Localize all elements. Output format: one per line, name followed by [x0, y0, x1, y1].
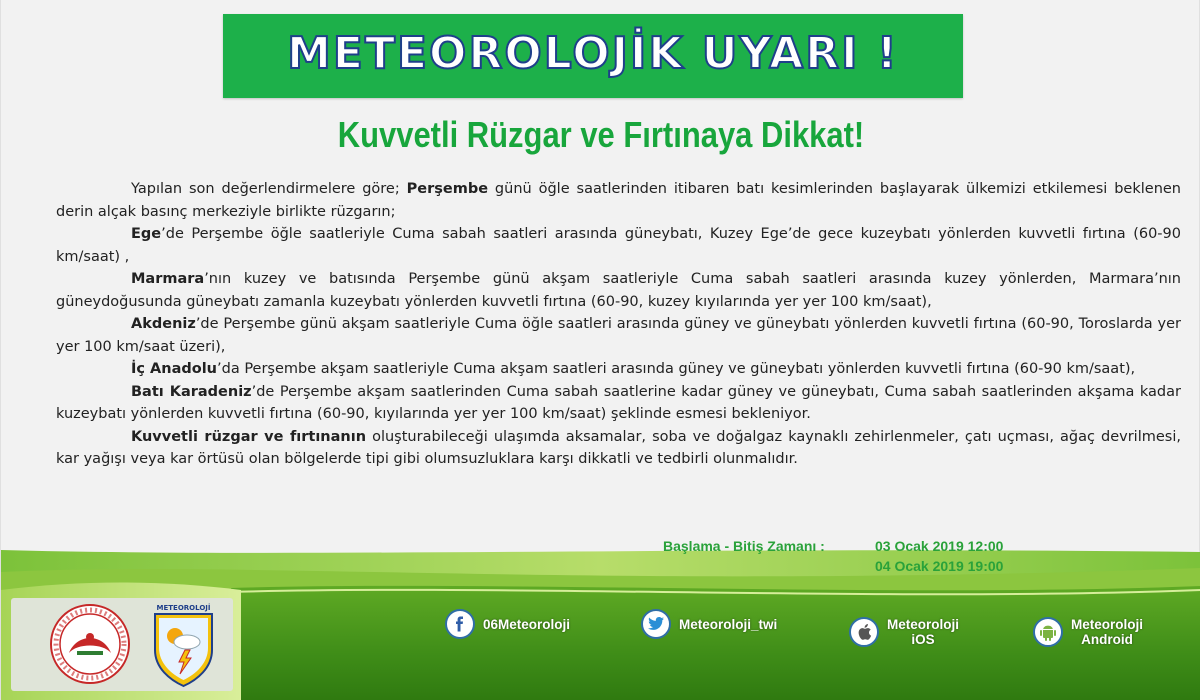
meteoroloji-logo [151, 600, 216, 688]
ios-label-line2: iOS [911, 632, 935, 647]
android-label-line2: Android [1081, 632, 1133, 647]
region-label: Batı Karadeniz [131, 383, 252, 400]
region-text: ’de Perşembe öğle saatleriyle Cuma sabah saatleri arasında güneybatı, Kuzey Ege’de gece kuzeybatı yönlerden kuvvetli fırtına (60-90 km/saat) , [56, 226, 1181, 265]
timing-label: Başlama - Bitiş Zamanı : [663, 538, 825, 554]
region-label: Ege [131, 226, 162, 242]
android-app-link[interactable] [1033, 612, 1143, 652]
twitter-label: Meteoroloji_twi [679, 616, 778, 632]
ministry-emblem [49, 603, 131, 685]
twitter-icon [641, 609, 671, 639]
paragraph-akdeniz [56, 313, 1181, 358]
paragraph-warning [56, 426, 1181, 471]
timing-end: 04 Ocak 2019 19:00 [875, 558, 1004, 574]
twitter-link[interactable] [641, 604, 777, 644]
timing-start: 03 Ocak 2019 12:00 [875, 538, 1004, 554]
paragraph-bati-karadeniz [56, 381, 1181, 426]
region-text: ’de Perşembe akşam saatlerinden Cuma sabah saatlerine kadar güney ve güneybatı, Cuma sabah saatlerinden akşama kadar kuzeybatı yönlerden kuvvetli fırtına (60-90, kıyılarında yer yer 100 km/saat) şeklinde esmesi bekleniyor. [56, 383, 1181, 422]
android-label-line1: Meteoroloji [1071, 617, 1144, 632]
region-label: Marmara [131, 271, 205, 287]
ios-label-line1: Meteoroloji [887, 617, 960, 632]
paragraph-intro-bold: Perşembe [406, 181, 489, 197]
paragraph-intro [56, 178, 1181, 223]
facebook-link[interactable] [445, 604, 570, 644]
warning-subtitle: Kuvvetli Rüzgar ve Fırtınaya Dikkat! [337, 114, 865, 155]
ios-app-link[interactable] [849, 612, 959, 652]
paragraph-intro-text: günü öğle saatlerinden itibaren batı kesimlerinden başlayarak ülkemizi etkilemesi beklenen derin alçak basınç merkeziyle birlikte rüzgarın; [56, 181, 1181, 220]
warning-text: oluşturabileceği ulaşımda aksamalar, soba ve doğalgaz kaynaklı zehirlenmeler, çatı uçması, ağaç devrilmesi, kar yağışı veya kar örtüsü olan bölgelerde tipi gibi olumsuzluklara karşı dikkatli ve tedbirli olunmalıdır. [56, 428, 1181, 467]
android-icon [1033, 617, 1063, 647]
apple-icon [849, 617, 879, 647]
banner-title: METEOROLOJİK UYARI ! [287, 28, 899, 79]
region-text: ’nın kuzey ve batısında Perşembe günü akşam saatleriyle Cuma sabah saatleri arasında kuzey yönlerden, Marmara’nın güneydoğusunda güneybatı zamanla kuzeybatı yönlerden kuvvetli fırtına (60-90, kuzey kıyılarında yer yer 100 km/saat), [56, 271, 1181, 310]
paragraph-marmara [56, 268, 1181, 313]
ios-label [887, 617, 959, 647]
warning-label: Kuvvetli rüzgar ve fırtınanın [131, 428, 367, 445]
android-label [1071, 617, 1143, 647]
facebook-label: 06Meteoroloji [483, 616, 571, 632]
region-text: ’da Perşembe akşam saatleriyle Cuma akşam saatleri arasında güney ve güneybatı yönlerden kuvvetli fırtına (60-90 km/saat), [217, 361, 1136, 377]
facebook-icon [445, 609, 475, 639]
warning-body [56, 178, 1181, 471]
region-label: Akdeniz [131, 316, 196, 332]
paragraph-ege [56, 223, 1181, 268]
region-text: ’de Perşembe günü akşam saatleriyle Cuma öğle saatleri arasında güney ve güneybatı yönlerden kuvvetli fırtına (60-90, Toroslarda yer yer 100 km/saat üzeri), [56, 316, 1181, 355]
region-label: İç Anadolu [131, 361, 218, 377]
meteoroloji-logo-text: METEOROLOJİ [156, 604, 211, 612]
paragraph-intro-pre: Yapılan son değerlendirmelere göre; [131, 181, 407, 197]
header-banner [223, 14, 963, 98]
paragraph-ic-anadolu [56, 358, 1181, 381]
